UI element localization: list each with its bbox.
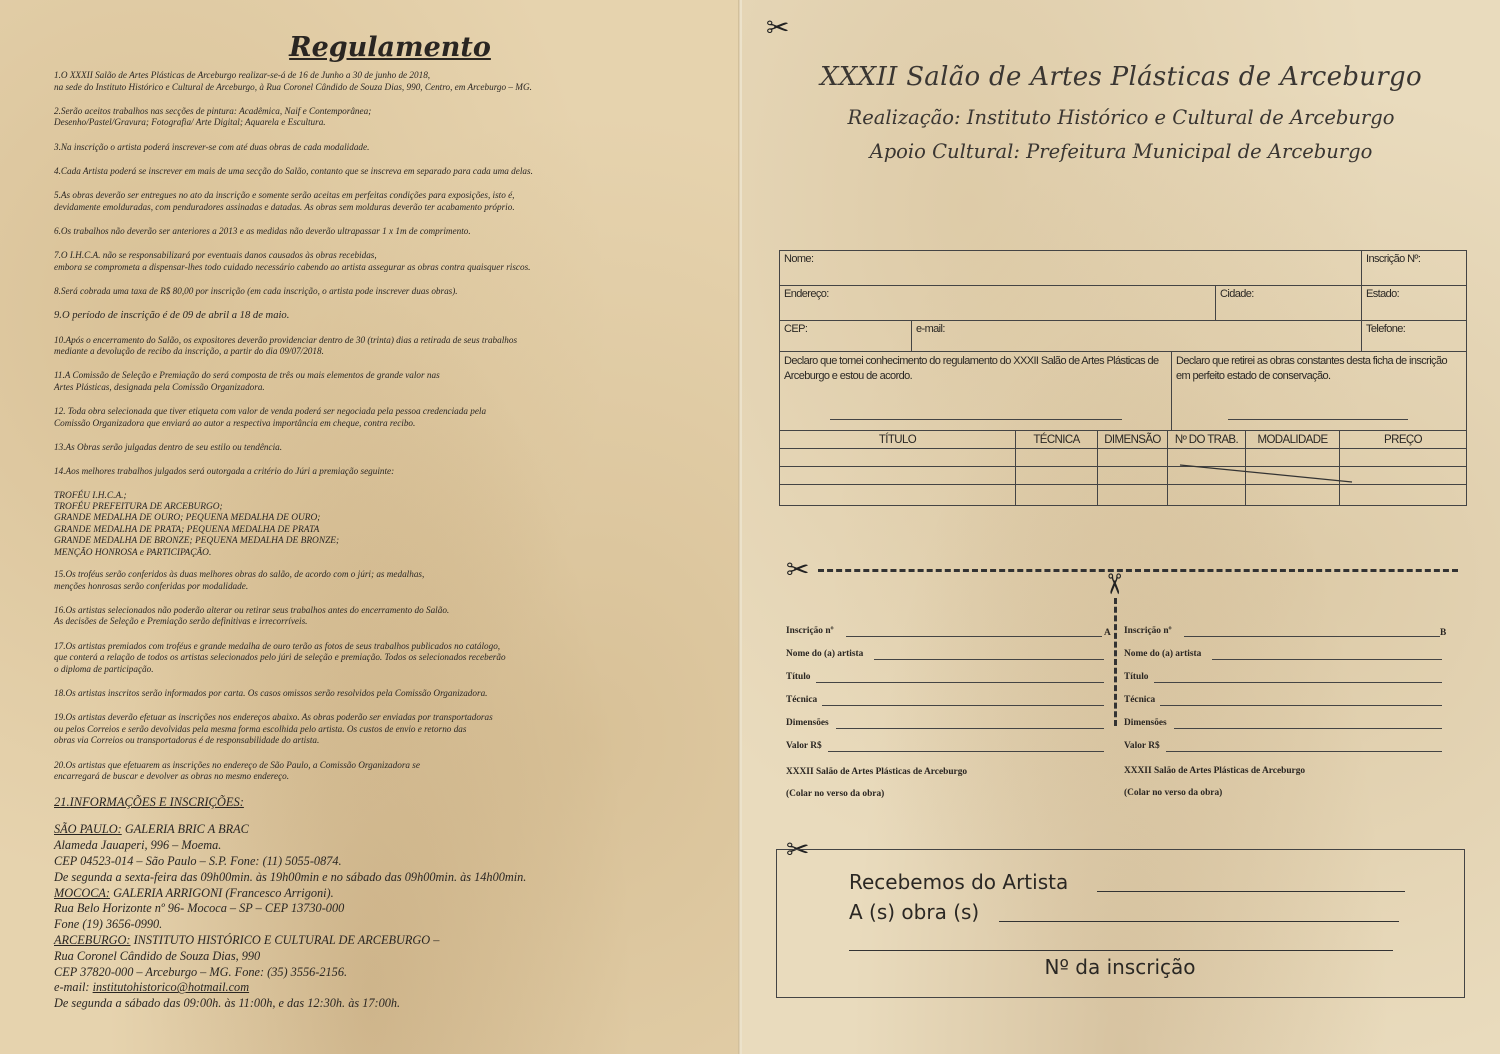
slip-field-label: Dimensões	[1124, 718, 1167, 728]
city-label: Cidade:	[1220, 288, 1254, 300]
slip-field-line[interactable]	[1212, 659, 1442, 660]
slip-field-line[interactable]	[1184, 636, 1440, 637]
trophy-item: TROFÉU PREFEITURA DE ARCEBURGO;	[54, 502, 223, 513]
label-slip-a	[786, 626, 1112, 806]
col-dimension: DIMENSÃO	[1098, 431, 1168, 449]
trophy-item: MENÇÃO HONROSA e PARTICIPAÇÃO.	[54, 547, 212, 558]
sao-paulo-line	[54, 822, 714, 838]
slip-field-label: Título	[1124, 672, 1149, 682]
declaration-agreement-text: Declaro que tomei conhecimento do regulamento do XXXII Salão de Artes Plásticas de Arceburgo e estou de acordo.	[784, 355, 1159, 382]
rule-item: 5.As obras deverão ser entregues no ato da inscrição e somente serão aceitas em perfeitas condições para exposições, isto é, devidamente emolduradas, com penduradores assinadas e datadas. As obras sem molduras deverão ter acabamento próprio.	[54, 190, 515, 212]
rule-item: 11.A Comissão de Seleção e Premiação do será composta de três ou mais elementos de grande valor nas Artes Plásticas, designada pela Comissão Organizadora.	[54, 370, 440, 392]
trophy-item: GRANDE MEDALHA DE OURO; PEQUENA MEDALHA DE OURO;	[54, 513, 321, 524]
arceburgo-institute: INSTITUTO HISTÓRICO E CULTURAL DE ARCEBURGO –	[130, 932, 440, 947]
mococa-label: MOCOCA:	[54, 885, 111, 900]
email-field-label: e-mail:	[916, 323, 945, 335]
rule-item: 18.Os artistas inscritos serão informados por carta. Os casos omissos serão resolvidos pela Comissão Organizadora.	[54, 687, 488, 698]
arceburgo-cep: CEP 37820-000 – Arceburgo – MG. Fone: (35) 3556-2156.	[54, 964, 348, 979]
col-price: PREÇO	[1340, 431, 1466, 449]
scissors-icon: ✂	[786, 833, 810, 866]
rule-item: 10.Após o encerramento do Salão, os expositores deverão providenciar dentro de 30 (trinta) dias a retirada de seus trabalhos mediante a devolução de recibo da inscrição, a partir do dia 09/07/2018.	[54, 334, 518, 357]
slip-field-label: Valor R$	[786, 741, 822, 751]
cut-line-vertical	[1114, 598, 1117, 726]
registration-form	[779, 250, 1467, 506]
slip-field-label: Nome do (a) artista	[1124, 649, 1202, 659]
slip-a-note: (Colar no verso da obra)	[786, 789, 885, 799]
rule-item: 12. Toda obra selecionada que tiver etiqueta com valor de venda poderá ser negociada pela pessoa credenciada pela Comissão Organizadora que enviará ao autor a respectiva importância em cheque, contra recibo.	[54, 406, 487, 428]
slip-field-label: Inscrição nº	[786, 626, 834, 636]
rule-item: 9.O período de inscrição é de 09 de abril a 18 de maio.	[54, 310, 290, 322]
slip-field-line[interactable]	[846, 636, 1102, 637]
slip-field-line[interactable]	[1160, 705, 1442, 706]
rule-item: 3.Na inscrição o artista poderá inscrever-se com até duas obras de cada modalidade.	[54, 141, 370, 152]
col-title: TÍTULO	[780, 431, 1016, 449]
regulation-page	[0, 0, 740, 1054]
slip-field-line[interactable]	[816, 682, 1104, 683]
slip-field-label: Título	[786, 672, 811, 682]
address-label: Endereço:	[784, 288, 829, 300]
slip-field-line[interactable]	[828, 751, 1104, 752]
mococa-line	[54, 886, 714, 902]
rule-item: 15.Os troféus serão conferidos às duas melhores obras do salão, de acordo com o júri; as medalhas, menções honrosas serão conferidas por modalidade.	[54, 569, 425, 591]
slip-field-label: Nome do (a) artista	[786, 649, 864, 659]
col-modality: MODALIDADE	[1246, 431, 1340, 449]
arceburgo-line	[54, 933, 714, 949]
trophy-item: GRANDE MEDALHA DE BRONZE; PEQUENA MEDALHA DE BRONZE;	[54, 536, 340, 547]
slip-field-line[interactable]	[1154, 682, 1442, 683]
rule-item: 17.Os artistas premiados com troféus e grande medalha de ouro terão as fotos de seus trabalhos publicados no catálogo, que conterá a relação de todos os artistas selecionados pelo júri de seleção e premiação. Todos os selecionados receberão o diploma de participação.	[54, 640, 506, 674]
realization-line: Realização: Instituto Histórico e Cultural de Arceburgo	[847, 106, 1395, 129]
slip-field-label: Inscrição nº	[1124, 626, 1172, 636]
rule-item: 2.Serão aceitos trabalhos nas secções de pintura: Acadêmica, Naif e Contemporânea; Desenho/Pastel/Gravura; Fotografia/ Arte Digital; Aquarela e Escultura.	[54, 105, 372, 128]
opening-hours: De segunda a sábado das 09:00h. às 11:00h, e das 12:30h. às 17:00h.	[54, 996, 401, 1011]
regulation-title: Regulamento	[289, 32, 491, 63]
state-label: Estado:	[1366, 288, 1400, 300]
mococa-address: Rua Belo Horizonte nº 96- Mococa – SP – CEP 13730-000	[54, 901, 345, 916]
slip-a-footer: XXXII Salão de Artes Plásticas de Arceburgo	[786, 767, 968, 777]
phone-label: Telefone:	[1366, 323, 1406, 335]
rule-item: 19.Os artistas deverão efetuar as inscrições nos endereços abaixo. As obras poderão ser enviadas por transportadoras ou pelos Correios e serão devolvidas pela mesma forma escolhida pelo artista. Os custos de envio e retorno das obras via Correios ou transportadoras é de responsabilidade do artista.	[54, 712, 493, 746]
rule-item: 4.Cada Artista poderá se inscrever em mais de uma secção do Salão, contanto que se inscreva em separado para cada uma delas.	[54, 165, 533, 176]
artist-name-line[interactable]	[1097, 891, 1405, 892]
rule-item: 7.O I.H.C.A. não se responsabilizará por eventuais danos causados às obras recebidas, embora se comprometa a dispensar-lhes todo cuidado necessário cabendo ao artista assegurar as obras contra quaisquer riscos.	[54, 250, 531, 272]
works-line[interactable]	[999, 921, 1399, 922]
rule-item: 13.As Obras serão julgadas dentro de seu estilo ou tendência.	[54, 442, 283, 453]
strike-line	[780, 251, 1466, 505]
trophy-list	[54, 491, 714, 559]
slip-b-footer: XXXII Salão de Artes Plásticas de Arceburgo	[1124, 766, 1306, 776]
info-heading: 21.INFORMAÇÕES E INSCRIÇÕES:	[54, 795, 244, 810]
slip-field-label: Dimensões	[786, 718, 829, 728]
cut-line-horizontal	[818, 569, 1458, 572]
slip-letter: B	[1440, 628, 1447, 638]
arceburgo-address: Rua Coronel Cândido de Souza Dias, 990	[54, 948, 261, 963]
receipt-registration-label: Nº da inscrição	[1044, 955, 1196, 979]
scissors-icon: ✂	[786, 553, 810, 586]
slip-field-label: Técnica	[786, 695, 818, 705]
receipt-works-label: A (s) obra (s)	[849, 900, 980, 924]
sao-paulo-label: SÃO PAULO:	[54, 822, 122, 837]
trophy-item: TROFÉU I.H.C.A.;	[54, 490, 127, 501]
arceburgo-label: ARCEBURGO:	[54, 932, 131, 947]
support-line: Apoio Cultural: Prefeitura Municipal de Arceburgo	[869, 140, 1373, 163]
slip-letter: A	[1104, 628, 1111, 638]
sao-paulo-gallery: GALERIA BRIC A BRAC	[121, 822, 249, 837]
slip-field-line[interactable]	[1174, 728, 1442, 729]
receipt-received-label: Recebemos do Artista	[849, 870, 1069, 894]
receipt-box	[776, 849, 1465, 998]
slip-field-line[interactable]	[874, 659, 1104, 660]
trophy-item: GRANDE MEDALHA DE PRATA; PEQUENA MEDALHA DE PRATA	[54, 524, 320, 535]
sao-paulo-hours: De segunda a sexta-feira das 09h00min. às 19h00min e no sábado das 09h00min. às 14h00min.	[54, 869, 527, 884]
rules-list	[54, 70, 714, 478]
works-line-2[interactable]	[849, 950, 1393, 951]
email-label: e-mail:	[54, 980, 93, 995]
rule-item: 6.Os trabalhos não deverão ser anteriores a 2013 e as medidas não deverão ultrapassar 1 x 1m de comprimento.	[54, 225, 471, 236]
slip-field-line[interactable]	[1166, 751, 1442, 752]
sao-paulo-cep: CEP 04523-014 – São Paulo – S.P. Fone: (11) 5055-0874.	[54, 853, 342, 868]
rule-item: 8.Será cobrada uma taxa de R$ 80,00 por inscrição (em cada inscrição, o artista pode inscrever duas obras).	[54, 286, 458, 297]
declaration-return-text: Declaro que retirei as obras constantes desta ficha de inscrição em perfeito estado de conservação.	[1176, 355, 1447, 382]
scissors-icon: ✂	[1097, 572, 1131, 596]
mococa-phone: Fone (19) 3656-0990.	[54, 917, 163, 932]
registration-page	[742, 0, 1500, 1054]
col-work-number: Nº DO TRAB.	[1168, 431, 1246, 449]
rule-item: 14.Aos melhores trabalhos julgados será outorgada a critério do Júri a premiação seguinte:	[54, 466, 395, 477]
mococa-gallery: GALERIA ARRIGONI (Francesco Arrigoni).	[110, 885, 334, 900]
sao-paulo-address: Alameda Jauaperi, 996 – Moema.	[54, 838, 222, 853]
regulation-rules	[54, 70, 714, 1012]
rule-item: 16.Os artistas selecionados não poderão alterar ou retirar seus trabalhos antes do encerramento do Salão. As decisões de Seleção e Premiação serão definitivas e irrecorríveis.	[54, 604, 450, 627]
salon-title: XXXII Salão de Artes Plásticas de Arceburgo	[820, 62, 1422, 92]
contacts-block	[54, 822, 714, 1012]
slip-b-note: (Colar no verso da obra)	[1124, 788, 1223, 798]
slip-field-label: Técnica	[1124, 695, 1156, 705]
slip-field-line[interactable]	[836, 728, 1104, 729]
cep-label: CEP:	[784, 323, 808, 335]
email-line	[54, 980, 714, 996]
rule-item: 20.Os artistas que efetuarem as inscrições no endereço de São Paulo, a Comissão Organizadora se encarregará de buscar e devolver as obras no mesmo endereço.	[54, 759, 420, 782]
rules-list-continued	[54, 569, 714, 782]
name-label: Nome:	[784, 253, 814, 265]
scissors-icon: ✂	[766, 11, 790, 44]
rule-item: 1.O XXXII Salão de Artes Plásticas de Arceburgo realizar-se-á de 16 de Junho a 30 de junho de 2018, na sede do Instituto Histórico e Cultural de Arceburgo, à Rua Coronel Cândido de Souza Dias, 990, Centro, em Arceburgo – MG.	[54, 70, 532, 92]
slip-field-label: Valor R$	[1124, 741, 1160, 751]
email-link[interactable]: institutohistorico@hotmail.com	[92, 980, 250, 995]
col-technique: TÉCNICA	[1016, 431, 1098, 449]
registration-number-label: Inscrição Nº:	[1366, 253, 1421, 265]
label-slip-b	[1124, 626, 1450, 806]
slip-field-line[interactable]	[822, 705, 1104, 706]
